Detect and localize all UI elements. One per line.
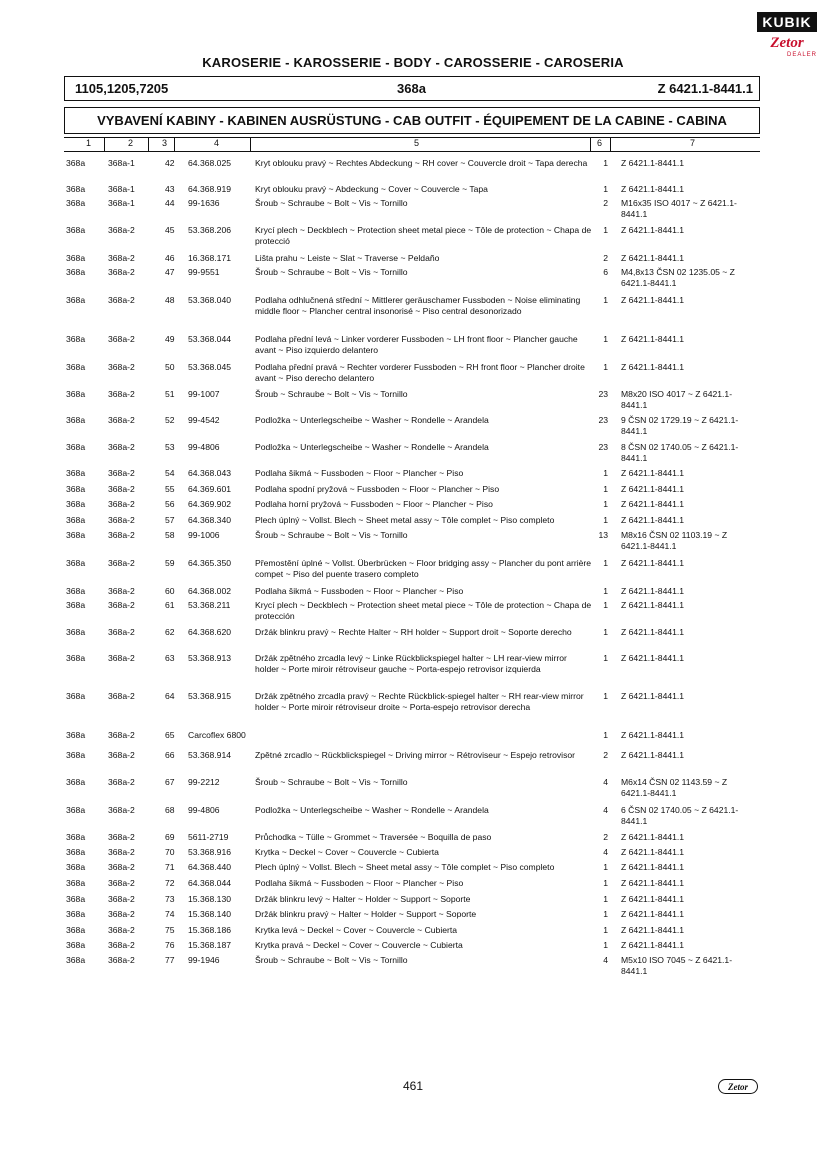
cell-c1: 368a <box>66 847 86 857</box>
cell-q: 1 <box>603 158 608 168</box>
cell-c2: 368a-2 <box>108 878 135 888</box>
cell-n7: M5x10 ISO 7045 ~ Z 6421.1-8441.1 <box>621 955 733 976</box>
cell-q: 1 <box>603 295 608 305</box>
cell-c3: 59 <box>165 558 175 568</box>
cell-q: 2 <box>603 750 608 760</box>
cell-q: 23 <box>598 389 608 399</box>
cell-n7: Z 6421.1-8441.1 <box>621 362 685 372</box>
cell-q: 2 <box>603 832 608 842</box>
cell-c3: 65 <box>165 730 175 740</box>
cell-q: 1 <box>603 484 608 494</box>
cell-desc: Podlaha přední levá ~ Linker vorderer Fussboden ~ LH front floor ~ Plancher gauche avant ~ Piso izquierdo delantero <box>255 334 578 355</box>
cell-c3: 57 <box>165 515 175 525</box>
cell-n7: Z 6421.1-8441.1 <box>621 253 685 263</box>
cell-desc: Podlaha šikmá ~ Fussboden ~ Floor ~ Plancher ~ Piso <box>255 586 464 596</box>
cell-c3: 74 <box>165 909 175 919</box>
cell-n7: Z 6421.1-8441.1 <box>621 334 685 344</box>
cell-n7: Z 6421.1-8441.1 <box>621 468 685 478</box>
cell-n7: Z 6421.1-8441.1 <box>621 515 685 525</box>
cell-c2: 368a-2 <box>108 389 135 399</box>
cell-c4: 15.368.187 <box>188 940 232 950</box>
cell-c4: 64.368.919 <box>188 184 232 194</box>
cell-c1: 368a <box>66 586 86 596</box>
cell-c1: 368a <box>66 862 86 872</box>
cell-q: 1 <box>603 600 608 610</box>
cell-q: 1 <box>603 940 608 950</box>
cell-desc: Krytka pravá ~ Deckel ~ Cover ~ Couvercle ~ Cubierta <box>255 940 463 950</box>
cell-q: 4 <box>603 777 608 787</box>
cell-c1: 368a <box>66 184 86 194</box>
cell-q: 13 <box>598 530 608 540</box>
cell-desc: Podložka ~ Unterlegscheibe ~ Washer ~ Rondelle ~ Arandela <box>255 442 489 452</box>
cell-c1: 368a <box>66 158 86 168</box>
cell-desc: Kryt oblouku pravý ~ Abdeckung ~ Cover ~ Couvercle ~ Tapa <box>255 184 488 194</box>
cell-c1: 368a <box>66 955 86 965</box>
cell-desc: Podlaha horní pryžová ~ Fussboden ~ Floor ~ Plancher ~ Piso <box>255 499 493 509</box>
cell-desc: Šroub ~ Schraube ~ Bolt ~ Vis ~ Tornillo <box>255 530 408 540</box>
cell-desc: Přemostění úplné ~ Vollst. Überbrücken ~ Floor bridging assy ~ Plancher du pont arrière compet ~ Piso del puente trasero completo <box>255 558 592 579</box>
cell-c2: 368a-2 <box>108 586 135 596</box>
cell-c4: 15.368.186 <box>188 925 232 935</box>
cell-c3: 62 <box>165 627 175 637</box>
cell-c2: 368a-2 <box>108 627 135 637</box>
cell-c2: 368a-2 <box>108 468 135 478</box>
page-title: KAROSERIE - KAROSSERIE - BODY - CAROSSERIE - CAROSERIA <box>202 55 624 70</box>
cell-c4: 64.368.025 <box>188 158 232 168</box>
cell-c1: 368a <box>66 484 86 494</box>
cell-c2: 368a-2 <box>108 955 135 965</box>
cell-n7: Z 6421.1-8441.1 <box>621 484 685 494</box>
cell-c2: 368a-2 <box>108 499 135 509</box>
cell-desc: Podlaha přední pravá ~ Rechter vorderer Fussboden ~ RH front floor ~ Plancher droite avant ~ Piso derecho delantero <box>255 362 585 383</box>
cell-c2: 368a-2 <box>108 362 135 372</box>
cell-c3: 56 <box>165 499 175 509</box>
cell-n7: M16x35 ISO 4017 ~ Z 6421.1-8441.1 <box>621 198 737 219</box>
cell-desc: Zpětné zrcadlo ~ Rückblickspiegel ~ Driving mirror ~ Rétroviseur ~ Espejo retrovisor <box>255 750 576 760</box>
cell-c3: 61 <box>165 600 175 610</box>
cell-q: 4 <box>603 847 608 857</box>
cell-n7: Z 6421.1-8441.1 <box>621 925 685 935</box>
cell-c1: 368a <box>66 925 86 935</box>
cell-n7: Z 6421.1-8441.1 <box>621 691 685 701</box>
cell-c2: 368a-2 <box>108 847 135 857</box>
cell-n7: Z 6421.1-8441.1 <box>621 627 685 637</box>
cell-desc: Průchodka ~ Tülle ~ Grommet ~ Traversée ~ Boquilla de paso <box>255 832 492 842</box>
cell-desc: Krytka ~ Deckel ~ Cover ~ Couvercle ~ Cubierta <box>255 847 439 857</box>
zetor-logo-text: Zetor <box>770 35 804 51</box>
cell-q: 1 <box>603 627 608 637</box>
cell-c1: 368a <box>66 468 86 478</box>
cell-q: 2 <box>603 253 608 263</box>
cell-c2: 368a-2 <box>108 832 135 842</box>
cell-q: 2 <box>603 198 608 208</box>
cell-c3: 58 <box>165 530 175 540</box>
cell-c4: 53.368.206 <box>188 225 232 235</box>
cell-n7: M8x16 ČSN 02 1103.19 ~ Z 6421.1-8441.1 <box>621 530 728 551</box>
cell-c4: 64.368.044 <box>188 878 232 888</box>
cell-c4: Carcoflex 6800 <box>188 730 246 740</box>
cell-c1: 368a <box>66 295 86 305</box>
cell-c2: 368a-2 <box>108 484 135 494</box>
cell-desc: Podlaha šikmá ~ Fussboden ~ Floor ~ Plancher ~ Piso <box>255 468 464 478</box>
cell-c3: 47 <box>165 267 175 277</box>
code-label: Z 6421.1-8441.1 <box>657 81 753 96</box>
cell-q: 1 <box>603 691 608 701</box>
group-label: 368a <box>397 81 426 96</box>
cell-q: 1 <box>603 586 608 596</box>
cell-c4: 64.368.043 <box>188 468 232 478</box>
cell-n7: 9 ČSN 02 1729.19 ~ Z 6421.1-8441.1 <box>621 415 739 436</box>
cell-c4: 64.368.620 <box>188 627 232 637</box>
cell-c3: 69 <box>165 832 175 842</box>
cell-c4: 15.368.140 <box>188 909 232 919</box>
cell-c1: 368a <box>66 940 86 950</box>
cell-c2: 368a-2 <box>108 909 135 919</box>
cell-q: 23 <box>598 415 608 425</box>
cell-c3: 70 <box>165 847 175 857</box>
cell-c3: 46 <box>165 253 175 263</box>
cell-desc: Lišta prahu ~ Leiste ~ Slat ~ Traverse ~ Peldaño <box>255 253 440 263</box>
cell-q: 1 <box>603 499 608 509</box>
section-title: VYBAVENÍ KABINY - KABINEN AUSRÜSTUNG - CAB OUTFIT - ÉQUIPEMENT DE LA CABINE - CABINA <box>97 113 727 128</box>
cell-c2: 368a-2 <box>108 600 135 610</box>
cell-n7: Z 6421.1-8441.1 <box>621 894 685 904</box>
cell-c4: 53.368.915 <box>188 691 232 701</box>
cell-q: 1 <box>603 653 608 663</box>
cell-c4: 53.368.045 <box>188 362 232 372</box>
cell-c4: 53.368.044 <box>188 334 232 344</box>
cell-desc: Plech úplný ~ Vollst. Blech ~ Sheet metal assy ~ Tôle complet ~ Piso completo <box>255 862 555 872</box>
cell-c2: 368a-2 <box>108 691 135 701</box>
cell-n7: Z 6421.1-8441.1 <box>621 295 685 305</box>
cell-c1: 368a <box>66 750 86 760</box>
cell-q: 1 <box>603 334 608 344</box>
cell-c2: 368a-2 <box>108 925 135 935</box>
cell-c1: 368a <box>66 267 86 277</box>
cell-n7: Z 6421.1-8441.1 <box>621 184 685 194</box>
cell-n7: 8 ČSN 02 1740.05 ~ Z 6421.1-8441.1 <box>621 442 739 463</box>
cell-desc: Držák blinkru levý ~ Halter ~ Holder ~ Support ~ Soporte <box>255 894 471 904</box>
cell-c4: 99-1007 <box>188 389 220 399</box>
cell-n7: M4,8x13 ČSN 02 1235.05 ~ Z 6421.1-8441.1 <box>621 267 735 288</box>
cell-c1: 368a <box>66 653 86 663</box>
cell-desc: Držák blinkru pravý ~ Halter ~ Holder ~ Support ~ Soporte <box>255 909 477 919</box>
cell-n7: Z 6421.1-8441.1 <box>621 847 685 857</box>
cell-c2: 368a-2 <box>108 750 135 760</box>
cell-c1: 368a <box>66 442 86 452</box>
cell-c4: 99-4542 <box>188 415 220 425</box>
cell-c2: 368a-2 <box>108 253 135 263</box>
cell-n7: Z 6421.1-8441.1 <box>621 158 685 168</box>
cell-c1: 368a <box>66 600 86 610</box>
cell-n7: Z 6421.1-8441.1 <box>621 730 685 740</box>
cell-q: 1 <box>603 909 608 919</box>
cell-c1: 368a <box>66 389 86 399</box>
cell-c4: 99-4806 <box>188 442 220 452</box>
col-2-header: 2 <box>128 138 134 148</box>
cell-c3: 73 <box>165 894 175 904</box>
cell-c2: 368a-2 <box>108 777 135 787</box>
cell-q: 6 <box>603 267 608 277</box>
cell-c4: 64.369.902 <box>188 499 232 509</box>
cell-c1: 368a <box>66 730 86 740</box>
cell-c2: 368a-1 <box>108 184 135 194</box>
cell-c2: 368a-2 <box>108 295 135 305</box>
cell-c2: 368a-2 <box>108 653 135 663</box>
cell-n7: Z 6421.1-8441.1 <box>621 586 685 596</box>
cell-n7: M6x14 ČSN 02 1143.59 ~ Z 6421.1-8441.1 <box>621 777 728 798</box>
cell-desc: Krycí plech ~ Deckblech ~ Protection sheet metal piece ~ Tôle de protection ~ Chapa de protección <box>255 600 592 621</box>
cell-n7: Z 6421.1-8441.1 <box>621 225 685 235</box>
cell-c1: 368a <box>66 878 86 888</box>
cell-c3: 77 <box>165 955 175 965</box>
cell-n7: 6 ČSN 02 1740.05 ~ Z 6421.1-8441.1 <box>621 805 739 826</box>
cell-c2: 368a-2 <box>108 515 135 525</box>
cell-q: 1 <box>603 515 608 525</box>
cell-n7: Z 6421.1-8441.1 <box>621 600 685 610</box>
cell-c3: 68 <box>165 805 175 815</box>
cell-c3: 67 <box>165 777 175 787</box>
zetor-footer-logo: Zetor <box>718 1079 758 1094</box>
cell-c4: 53.368.914 <box>188 750 232 760</box>
cell-q: 1 <box>603 894 608 904</box>
col-3-header: 3 <box>162 138 168 148</box>
cell-c3: 76 <box>165 940 175 950</box>
cell-c1: 368a <box>66 691 86 701</box>
cell-c1: 368a <box>66 225 86 235</box>
cell-c3: 42 <box>165 158 175 168</box>
cell-q: 1 <box>603 558 608 568</box>
cell-desc: Podložka ~ Unterlegscheibe ~ Washer ~ Rondelle ~ Arandela <box>255 805 489 815</box>
cell-q: 1 <box>603 225 608 235</box>
cell-desc: Držák zpětného zrcadla levý ~ Linke Rückblickspiegel halter ~ LH rear-view mirror holder ~ Porte miroir rétroviseur gauche ~ Porta-espejo retrovisor izquierda <box>255 653 567 674</box>
cell-n7: Z 6421.1-8441.1 <box>621 499 685 509</box>
cell-c4: 99-1006 <box>188 530 220 540</box>
cell-c4: 5611-2719 <box>188 832 229 842</box>
kubik-logo-text: KUBIK <box>757 12 817 32</box>
cell-c4: 53.368.040 <box>188 295 232 305</box>
cell-c4: 64.368.002 <box>188 586 232 596</box>
cell-desc: Podlaha spodní pryžová ~ Fussboden ~ Floor ~ Plancher ~ Piso <box>255 484 500 494</box>
cell-n7: Z 6421.1-8441.1 <box>621 653 685 663</box>
cell-n7: Z 6421.1-8441.1 <box>621 940 685 950</box>
cell-q: 1 <box>603 925 608 935</box>
cell-c3: 43 <box>165 184 175 194</box>
cell-c3: 51 <box>165 389 175 399</box>
cell-c4: 64.368.440 <box>188 862 232 872</box>
page-number: 461 <box>402 1079 424 1093</box>
col-6-header: 6 <box>597 138 603 148</box>
cell-c2: 368a-2 <box>108 334 135 344</box>
cell-c3: 72 <box>165 878 175 888</box>
cell-c4: 99-4806 <box>188 805 220 815</box>
cell-c3: 66 <box>165 750 175 760</box>
cell-c3: 49 <box>165 334 175 344</box>
cell-desc: Krycí plech ~ Deckblech ~ Protection sheet metal piece ~ Tôle de protection ~ Chapa de protecció <box>255 225 592 246</box>
cell-c1: 368a <box>66 362 86 372</box>
cell-n7: Z 6421.1-8441.1 <box>621 862 685 872</box>
cell-c4: 53.368.916 <box>188 847 232 857</box>
cell-c1: 368a <box>66 558 86 568</box>
cell-q: 1 <box>603 362 608 372</box>
cell-desc: Šroub ~ Schraube ~ Bolt ~ Vis ~ Tornillo <box>255 955 408 965</box>
cell-c2: 368a-1 <box>108 198 135 208</box>
cell-c1: 368a <box>66 832 86 842</box>
cell-c2: 368a-2 <box>108 415 135 425</box>
cell-c2: 368a-2 <box>108 225 135 235</box>
cell-desc: Podložka ~ Unterlegscheibe ~ Washer ~ Rondelle ~ Arandela <box>255 415 489 425</box>
cell-c2: 368a-2 <box>108 442 135 452</box>
cell-c1: 368a <box>66 777 86 787</box>
cell-c1: 368a <box>66 334 86 344</box>
cell-c2: 368a-2 <box>108 558 135 568</box>
cell-c3: 44 <box>165 198 175 208</box>
cell-c3: 55 <box>165 484 175 494</box>
cell-q: 1 <box>603 862 608 872</box>
cell-c1: 368a <box>66 894 86 904</box>
cell-desc: Držák blinkru pravý ~ Rechte Halter ~ RH holder ~ Support droit ~ Soporte derecho <box>255 627 572 637</box>
cell-n7: Z 6421.1-8441.1 <box>621 878 685 888</box>
cell-q: 1 <box>603 468 608 478</box>
cell-c2: 368a-2 <box>108 805 135 815</box>
cell-q: 23 <box>598 442 608 452</box>
cell-q: 1 <box>603 184 608 194</box>
cell-c3: 45 <box>165 225 175 235</box>
cell-c3: 60 <box>165 586 175 596</box>
cell-c1: 368a <box>66 909 86 919</box>
cell-c4: 99-1946 <box>188 955 220 965</box>
col-7-header: 7 <box>690 138 696 148</box>
cell-desc: Šroub ~ Schraube ~ Bolt ~ Vis ~ Tornillo <box>255 389 408 399</box>
cell-c1: 368a <box>66 805 86 815</box>
cell-desc: Šroub ~ Schraube ~ Bolt ~ Vis ~ Tornillo <box>255 777 408 787</box>
cell-desc: Šroub ~ Schraube ~ Bolt ~ Vis ~ Tornillo <box>255 267 408 277</box>
cell-c4: 99-2212 <box>188 777 220 787</box>
cell-q: 4 <box>603 955 608 965</box>
cell-c1: 368a <box>66 415 86 425</box>
cell-n7: Z 6421.1-8441.1 <box>621 558 685 568</box>
cell-c2: 368a-2 <box>108 894 135 904</box>
cell-c3: 52 <box>165 415 175 425</box>
cell-desc: Podlaha odhlučnená střední ~ Mittlerer geräuschamer Fussboden ~ Noise eliminating middle floor ~ Plancher central insonorisé ~ Piso central desonorizado <box>255 295 581 316</box>
cell-n7: M8x20 ISO 4017 ~ Z 6421.1-8441.1 <box>621 389 733 410</box>
col-5-header: 5 <box>414 138 420 148</box>
cell-n7: Z 6421.1-8441.1 <box>621 750 685 760</box>
cell-n7: Z 6421.1-8441.1 <box>621 832 685 842</box>
cell-c2: 368a-2 <box>108 267 135 277</box>
cell-c3: 64 <box>165 691 175 701</box>
cell-c1: 368a <box>66 499 86 509</box>
cell-c3: 48 <box>165 295 175 305</box>
cell-desc: Krytka levá ~ Deckel ~ Cover ~ Couvercle ~ Cubierta <box>255 925 458 935</box>
cell-c1: 368a <box>66 530 86 540</box>
col-4-header: 4 <box>214 138 220 148</box>
cell-c4: 53.368.211 <box>188 600 231 610</box>
cell-c4: 99-1636 <box>188 198 220 208</box>
cell-q: 1 <box>603 878 608 888</box>
cell-c4: 64.368.340 <box>188 515 232 525</box>
dealer-label: DEALER <box>786 52 817 58</box>
cell-c4: 99-9551 <box>188 267 220 277</box>
cell-c2: 368a-2 <box>108 940 135 950</box>
cell-n7: Z 6421.1-8441.1 <box>621 909 685 919</box>
models-label: 1105,1205,7205 <box>75 81 169 96</box>
cell-c2: 368a-2 <box>108 530 135 540</box>
cell-c1: 368a <box>66 515 86 525</box>
cell-c1: 368a <box>66 253 86 263</box>
cell-c3: 53 <box>165 442 175 452</box>
cell-c4: 15.368.130 <box>188 894 232 904</box>
cell-c3: 71 <box>165 862 175 872</box>
cell-c3: 75 <box>165 925 175 935</box>
cell-c4: 64.369.601 <box>188 484 232 494</box>
cell-desc: Plech úplný ~ Vollst. Blech ~ Sheet metal assy ~ Tôle complet ~ Piso completo <box>255 515 555 525</box>
cell-desc: Držák zpětného zrcadla pravý ~ Rechte Rückblick-spiegel halter ~ RH rear-view mirror holder ~ Porte miroir rétroviseur droite ~ Porta-espejo retrovisor derecha <box>255 691 584 712</box>
cell-desc: Podlaha šikmá ~ Fussboden ~ Floor ~ Plancher ~ Piso <box>255 878 464 888</box>
cell-c4: 53.368.913 <box>188 653 232 663</box>
cell-q: 1 <box>603 730 608 740</box>
cell-c3: 54 <box>165 468 175 478</box>
cell-desc: Šroub ~ Schraube ~ Bolt ~ Vis ~ Tornillo <box>255 198 408 208</box>
cell-c4: 16.368.171 <box>188 253 232 263</box>
cell-c3: 63 <box>165 653 175 663</box>
cell-c2: 368a-1 <box>108 158 135 168</box>
cell-c3: 50 <box>165 362 175 372</box>
cell-c2: 368a-2 <box>108 730 135 740</box>
cell-c1: 368a <box>66 198 86 208</box>
cell-desc: Kryt oblouku pravý ~ Rechtes Abdeckung ~ RH cover ~ Couvercle droit ~ Tapa derecha <box>255 158 588 168</box>
cell-c1: 368a <box>66 627 86 637</box>
col-1-header: 1 <box>86 138 92 148</box>
cell-c4: 64.365.350 <box>188 558 232 568</box>
cell-c2: 368a-2 <box>108 862 135 872</box>
cell-q: 4 <box>603 805 608 815</box>
